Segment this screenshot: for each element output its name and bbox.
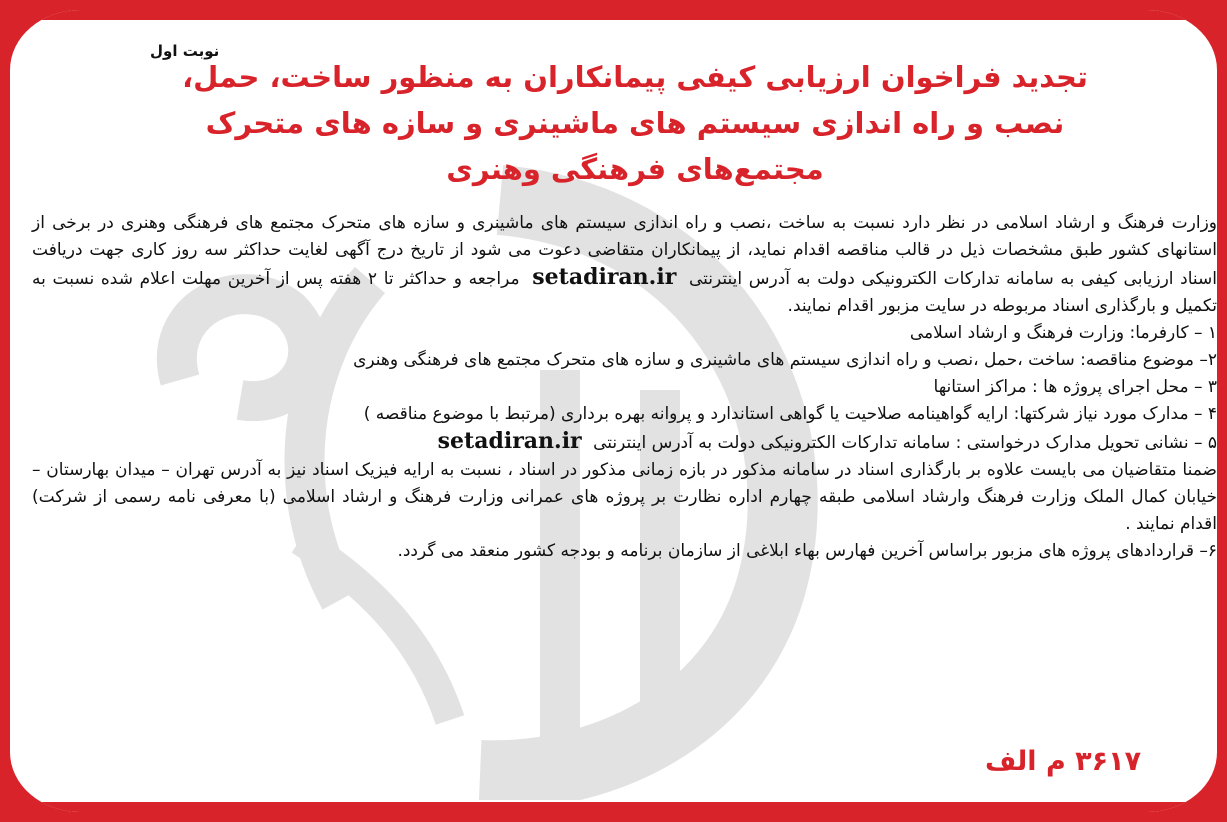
notice-frame — [10, 10, 1217, 812]
intro-website: setadiran.ir — [532, 264, 677, 290]
item-location: ۳ – محل اجرای پروژه ها : مراکز استانها — [933, 377, 1217, 397]
item-delivery-text: ۵ – نشانی تحویل مدارک درخواستی : سامانه تدارکات الکترونیکی دولت به آدرس اینترنتی — [593, 433, 1217, 453]
intro-text-2: مراجعه و حداکثر تا ۲ هفته پس از آخرین مهلت اعلام شده نسبت به تکمیل و بارگذاری اسناد مربوطه در سایت مزبور اقدام نمایند. — [32, 269, 1217, 316]
top-red-band — [10, 10, 1217, 20]
notice-title — [170, 54, 1100, 192]
item-delivery-address — [32, 428, 1217, 457]
title-line-1: تجدید فراخوان ارزیابی کیفی پیمانکاران به منظور ساخت، حمل، — [182, 60, 1088, 94]
item-subject: ۲– موضوع مناقصه: ساخت ،حمل ،نصب و راه اندازی سیستم های ماشینری و سازه های متحرک مجتمع های فرهنگی وهنری — [353, 350, 1217, 370]
item-physical-delivery-note: ضمنا متقاضیان می بایست علاوه بر بارگذاری اسناد در سامانه مذکور در بازه زمانی مذکور در اسناد ، نسبت به ارایه فیزیک اسناد نیز به آدرس تهران – میدان بهارستان – خیابان کمال الملک وزارت فرهنگ وارشاد اسلامی طبقه چهارم اداره نظارت بر پروژه های عمرانی وزارت فرهنگ و ارشاد اسلامی (با معرفی نامه رسمی از شرکت) اقدام نمایند . — [32, 460, 1217, 534]
notice-body — [32, 210, 1217, 565]
item-contracts: ۶– قراردادهای پروژه های مزبور براساس آخرین فهارس بهاء ابلاغی از سازمان برنامه و بودجه کشور منعقد می گردد. — [397, 541, 1217, 561]
intro-paragraph — [32, 210, 1217, 320]
item-employer: ۱ – کارفرما: وزارت فرهنگ و ارشاد اسلامی — [909, 323, 1217, 343]
item-delivery-website: setadiran.ir — [437, 428, 582, 454]
title-line-3: مجتمع‌های فرهنگی وهنری — [446, 152, 824, 186]
bottom-red-band — [10, 802, 1217, 812]
item-documents: ۴ – مدارک مورد نیاز شرکتها: ارایه گواهینامه صلاحیت یا گواهی استاندارد و پروانه بهره برداری (مرتبط با موضوع مناقصه ) — [363, 404, 1217, 424]
intro-text-1: وزارت فرهنگ و ارشاد اسلامی در نظر دارد نسبت به ساخت ،نصب و راه اندازی سیستم های ماشینری و سازه های متحرک مجتمع های فرهنگی وهنری در برخی از استانهای کشور طبق مشخصات ذیل در قالب مناقصه اقدام نماید، از پیمانکاران متقاضی دعوت می شود از تاریخ درج آگهی لغایت حداکثر سه روز کاری جهت دریافت اسناد ارزیابی کیفی به سامانه تدارکات الکترونیکی دولت به آدرس اینترنتی — [32, 213, 1217, 289]
title-line-2: نصب و راه اندازی سیستم های ماشینری و سازه های متحرک — [205, 106, 1065, 140]
reference-number: ۳۶۱۷ م الف — [985, 746, 1142, 777]
edition-label: نوبت اول — [150, 42, 220, 60]
